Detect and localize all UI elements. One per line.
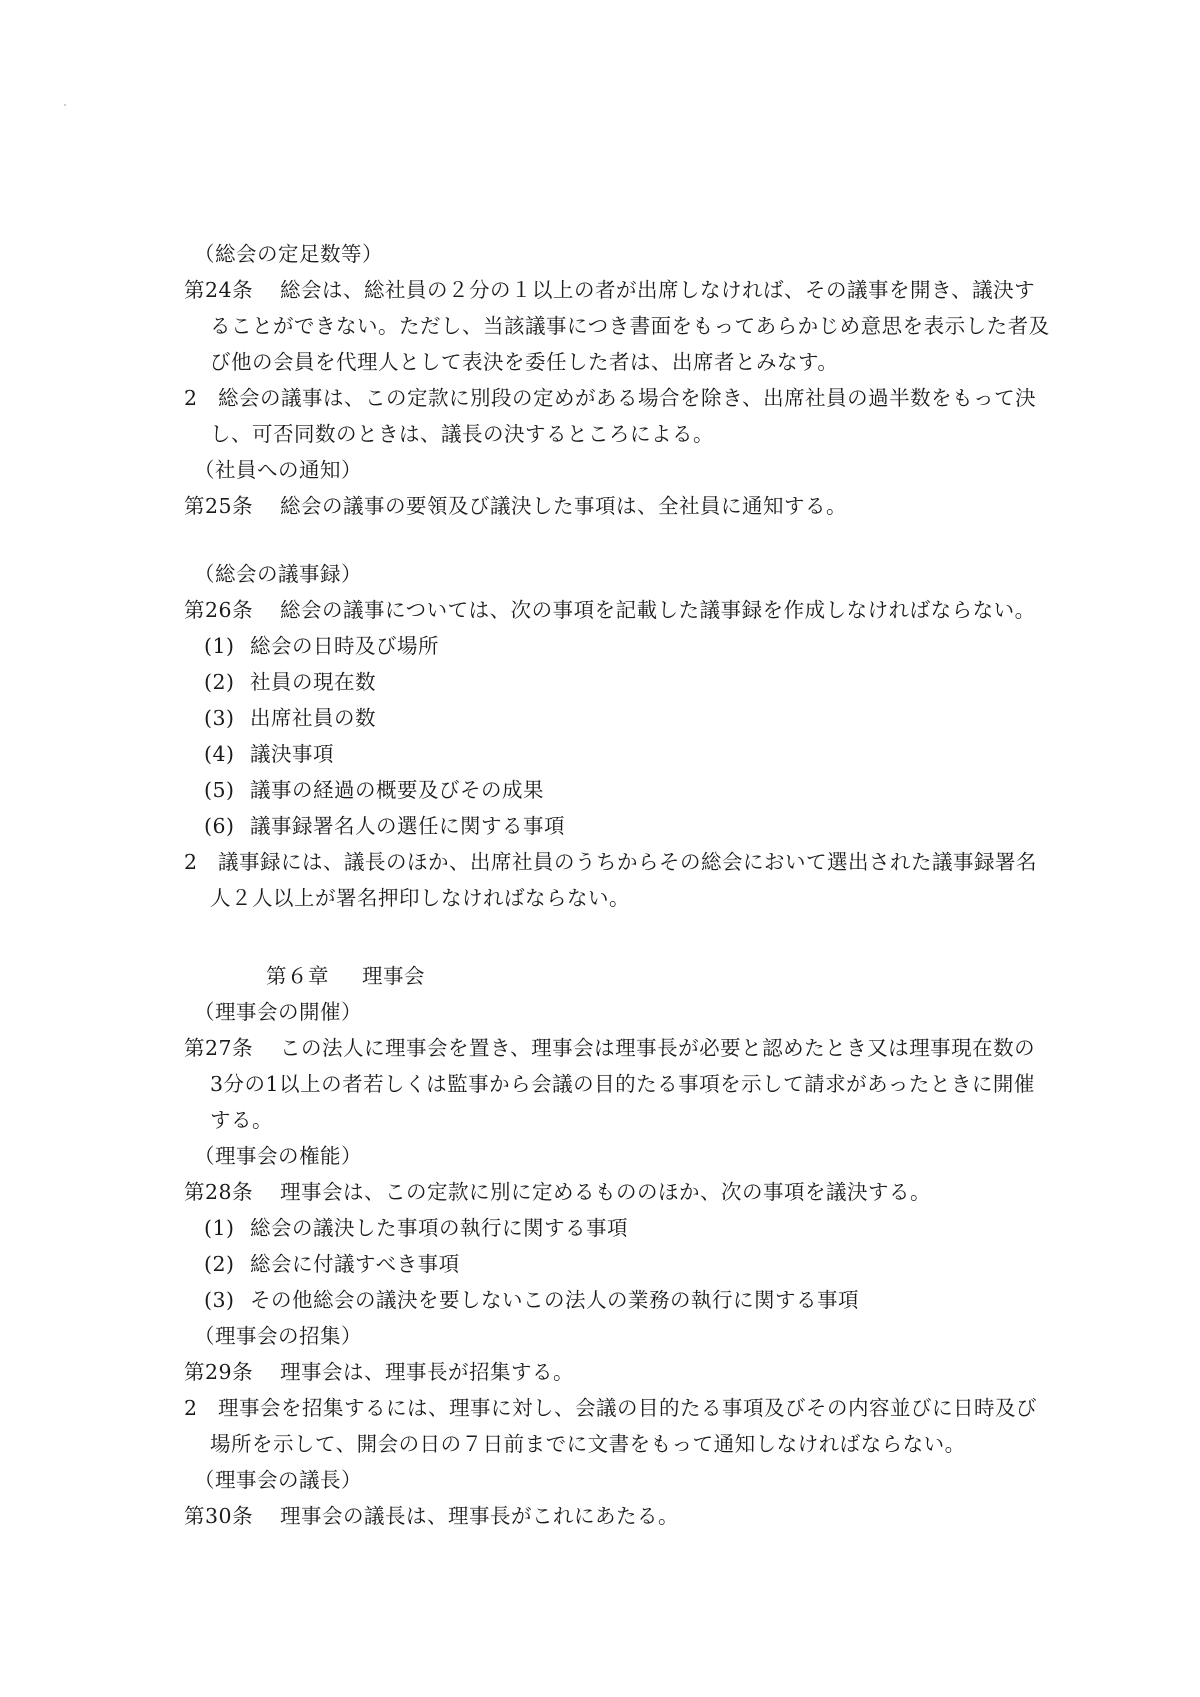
list-item: [204, 808, 565, 844]
item-text: 議事の経過の概要及びその成果: [250, 778, 544, 802]
article-text: 総会は、総社員の２分の１以上の者が出席しなければ、その議事を開き、議決す: [280, 278, 1036, 302]
item-number: (3): [204, 706, 235, 730]
article-number: 第30条: [184, 1504, 254, 1528]
paragraph-text: 総会の議事は、この定款に別段の定めがある場合を除き、出席社員の過半数をもって決: [218, 386, 1037, 410]
article-number: 第27条: [184, 1036, 254, 1060]
article-line: [184, 592, 1036, 628]
paragraph-number: 2: [184, 850, 198, 874]
paragraph-line: [184, 844, 1037, 880]
article-heading: （理事会の議長）: [194, 1468, 362, 1492]
item-number: (6): [204, 814, 235, 838]
article-heading: （総会の定足数等）: [194, 242, 383, 266]
continuation-line: 場所を示して、開会の日の７日前までに文書をもって通知しなければならない。: [210, 1432, 966, 1456]
article-number: 第26条: [184, 598, 254, 622]
item-number: (3): [204, 1288, 235, 1312]
list-item: [204, 700, 376, 736]
continuation-line: 3分の1以上の者若しくは監事から会議の目的たる事項を示して請求があったときに開催: [210, 1072, 1035, 1096]
item-text: 総会の日時及び場所: [250, 634, 439, 658]
list-item: [204, 736, 334, 772]
article-text: 理事会は、この定款に別に定めるもののほか、次の事項を議決する。: [280, 1180, 931, 1204]
list-item: [204, 664, 376, 700]
item-number: (1): [204, 634, 235, 658]
item-text: その他総会の議決を要しないこの法人の業務の執行に関する事項: [250, 1288, 859, 1312]
paragraph-number: 2: [184, 1396, 198, 1420]
item-text: 社員の現在数: [250, 670, 376, 694]
article-text: 理事会の議長は、理事長がこれにあたる。: [280, 1504, 679, 1528]
item-number: (1): [204, 1216, 235, 1240]
article-number: 第29条: [184, 1360, 254, 1384]
continuation-line: する。: [210, 1108, 273, 1132]
item-text: 出席社員の数: [250, 706, 376, 730]
article-line: [184, 272, 1035, 308]
list-item: [204, 628, 439, 664]
continuation-line: び他の会員を代理人として表決を委任した者は、出席者とみなす。: [210, 350, 839, 374]
paragraph-number: 2: [184, 386, 198, 410]
article-heading: （総会の議事録）: [194, 562, 362, 586]
chapter-number: 第６章: [266, 964, 329, 988]
article-heading: （理事会の権能）: [194, 1144, 362, 1168]
article-text: 総会の議事の要領及び議決した事項は、全社員に通知する。: [280, 494, 847, 518]
article-line: [184, 1030, 1035, 1066]
continuation-line: 人２人以上が署名押印しなければならない。: [210, 886, 630, 910]
article-heading: （理事会の開催）: [194, 1000, 362, 1024]
article-line: [184, 1354, 574, 1390]
article-text: 総会の議事については、次の事項を記載した議事録を作成しなければならない。: [280, 598, 1036, 622]
article-heading: （理事会の招集）: [194, 1324, 362, 1348]
continuation-line: し、可否同数のときは、議長の決するところによる。: [210, 422, 714, 446]
item-text: 議事録署名人の選任に関する事項: [250, 814, 565, 838]
paragraph-line: [184, 380, 1036, 416]
item-number: (4): [204, 742, 235, 766]
item-text: 総会に付議すべき事項: [250, 1252, 460, 1276]
continuation-line: ることができない。ただし、当該議事につき書面をもってあらかじめ意思を表示した者及: [210, 314, 1050, 338]
chapter-title: [266, 958, 425, 994]
paragraph-text: 理事会を招集するには、理事に対し、会議の目的たる事項及びその内容並びに日時及び: [218, 1396, 1037, 1420]
article-number: 第24条: [184, 278, 254, 302]
item-number: (2): [204, 670, 235, 694]
article-text: この法人に理事会を置き、理事会は理事長が必要と認めたとき又は理事現在数の: [280, 1036, 1036, 1060]
article-text: 理事会は、理事長が招集する。: [280, 1360, 574, 1384]
article-number: 第28条: [184, 1180, 254, 1204]
list-item: [204, 1246, 460, 1282]
paragraph-line: [184, 1390, 1037, 1426]
article-line: [184, 488, 847, 524]
article-line: [184, 1174, 931, 1210]
item-text: 総会の議決した事項の執行に関する事項: [250, 1216, 628, 1240]
item-text: 議決事項: [250, 742, 334, 766]
list-item: [204, 772, 544, 808]
chapter-name: 理事会: [362, 964, 425, 988]
item-number: (5): [204, 778, 235, 802]
list-item: [204, 1282, 859, 1318]
item-number: (2): [204, 1252, 235, 1276]
scan-speck: [64, 104, 66, 106]
list-item: [204, 1210, 628, 1246]
paragraph-text: 議事録には、議長のほか、出席社員のうちからその総会において選出された議事録署名: [218, 850, 1037, 874]
article-number: 第25条: [184, 494, 254, 518]
article-heading: （社員への通知）: [194, 458, 362, 482]
article-line: [184, 1498, 679, 1534]
